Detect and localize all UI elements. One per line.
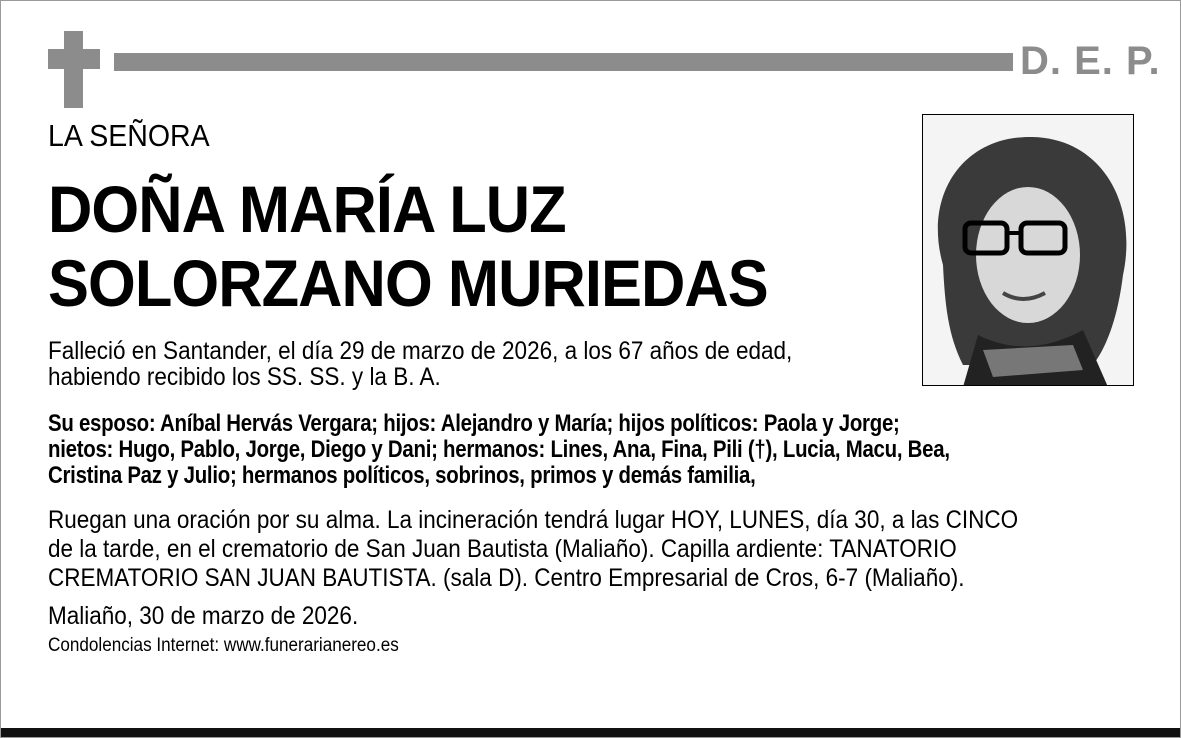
title-prefix: LA SEÑORA	[48, 118, 210, 153]
service-text-line: Ruegan una oración por su alma. La incineración tendrá lugar HOY, LUNES, día 30, a las CINCO	[48, 506, 1019, 534]
bottom-border	[1, 728, 1180, 737]
cross-icon-arm	[48, 49, 100, 69]
death-text-line: Falleció en Santander, el día 29 de marzo de 2026, a los 67 años de edad,	[48, 337, 793, 365]
service-text-line: de la tarde, en el crematorio de San Juan Bautista (Maliaño). Capilla ardiente: TANATORIO	[48, 535, 957, 563]
service-text-line: CREMATORIO SAN JUAN BAUTISTA. (sala D). Centro Empresarial de Cros, 6-7 (Maliaño).	[48, 564, 965, 592]
place-date: Maliaño, 30 de marzo de 2026.	[48, 602, 359, 630]
death-text-line: habiendo recibido los SS. SS. y la B. A.	[48, 363, 441, 391]
dep-label: D. E. P.	[1020, 39, 1161, 83]
condolences-link: Condolencias Internet: www.funerarianereo.es	[48, 635, 399, 656]
header-rule	[114, 53, 1013, 71]
deceased-name-line: SOLORZANO MURIEDAS	[48, 246, 768, 320]
deceased-name-line: DOÑA MARÍA LUZ	[48, 172, 566, 246]
cross-icon	[64, 31, 83, 108]
family-text-line: nietos: Hugo, Pablo, Jorge, Diego y Dani; hermanos: Lines, Ana, Fina, Pili (†), Lucia, Macu, Bea,	[48, 436, 950, 463]
family-text-line: Cristina Paz y Julio; hermanos políticos, sobrinos, primos y demás familia,	[48, 462, 756, 489]
family-text-line: Su esposo: Aníbal Hervás Vergara; hijos: Alejandro y María; hijos políticos: Paola y Jorge;	[48, 410, 900, 437]
deceased-photo	[922, 114, 1134, 386]
